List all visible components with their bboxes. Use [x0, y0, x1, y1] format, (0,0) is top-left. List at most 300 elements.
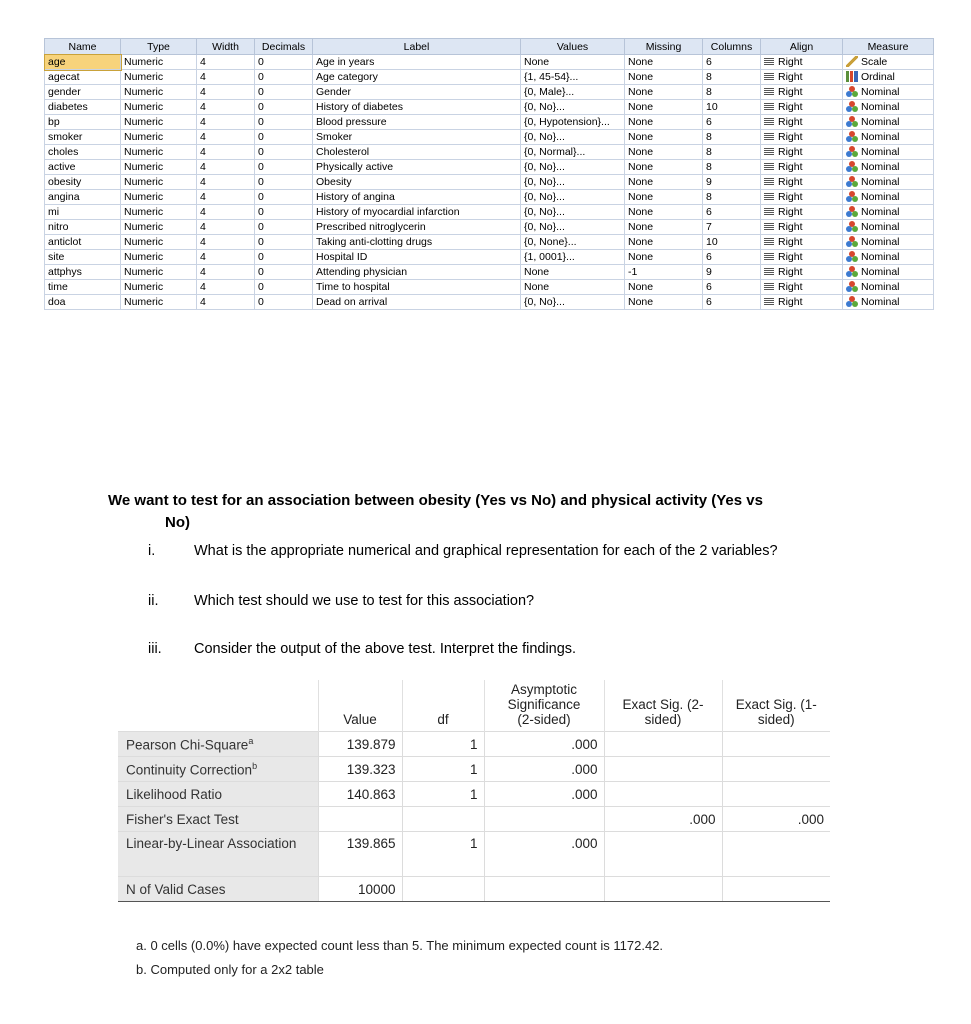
grid-cell-text: Nominal — [861, 116, 900, 128]
chi-row-label-text: Linear-by-Linear Association — [126, 836, 297, 851]
grid-cell-type[interactable] — [121, 100, 197, 115]
grid-cell-name[interactable] — [45, 205, 121, 220]
grid-cell-name[interactable] — [45, 235, 121, 250]
grid-cell-name[interactable] — [45, 70, 121, 85]
grid-cell-name[interactable] — [45, 145, 121, 160]
grid-cell-align[interactable] — [761, 70, 843, 85]
grid-header-align[interactable]: Align — [761, 39, 843, 55]
grid-cell-type[interactable] — [121, 160, 197, 175]
grid-cell-label[interactable] — [313, 145, 521, 160]
grid-cell-values[interactable] — [521, 265, 625, 280]
grid-cell-missing[interactable] — [625, 220, 703, 235]
three-circles-icon — [846, 251, 858, 262]
three-circles-icon — [846, 266, 858, 277]
grid-cell-name[interactable] — [45, 250, 121, 265]
grid-header-width[interactable]: Width — [197, 39, 255, 55]
grid-cell-text: Cholesterol — [316, 146, 370, 158]
grid-cell-missing[interactable] — [625, 55, 703, 70]
grid-header-values[interactable]: Values — [521, 39, 625, 55]
chi-row-label-text: Likelihood Ratio — [126, 786, 223, 802]
grid-cell-values[interactable] — [521, 205, 625, 220]
grid-cell-measure[interactable] — [843, 190, 934, 205]
grid-row[interactable] — [45, 190, 934, 205]
grid-cell-text: Numeric — [124, 101, 164, 113]
grid-cell-name[interactable] — [45, 100, 121, 115]
header-line: sided) — [757, 712, 795, 727]
three-circles-icon — [846, 281, 858, 292]
question-item-text: Consider the output of the above test. Interpret the findings. — [194, 641, 577, 657]
grid-cell-label[interactable] — [313, 85, 521, 100]
grid-cell-width[interactable] — [197, 100, 255, 115]
grid-row[interactable] — [45, 205, 934, 220]
grid-cell-values[interactable] — [521, 220, 625, 235]
grid-cell-decimals[interactable] — [255, 85, 313, 100]
grid-cell-text: Numeric — [124, 56, 164, 68]
grid-cell-columns[interactable] — [703, 250, 761, 265]
grid-cell-align[interactable] — [761, 190, 843, 205]
grid-cell-width[interactable] — [197, 130, 255, 145]
grid-cell-align[interactable] — [761, 115, 843, 130]
grid-cell-text: diabetes — [48, 101, 88, 113]
grid-cell-missing[interactable] — [625, 250, 703, 265]
three-circles-icon — [846, 161, 858, 172]
grid-cell-missing[interactable] — [625, 85, 703, 100]
grid-row[interactable] — [45, 220, 934, 235]
grid-cell-decimals[interactable] — [255, 250, 313, 265]
grid-cell-values[interactable] — [521, 55, 625, 70]
grid-cell-name[interactable] — [45, 190, 121, 205]
grid-cell-align[interactable] — [761, 220, 843, 235]
chi-row-label — [118, 757, 318, 782]
grid-cell-text: Right — [778, 281, 803, 293]
grid-cell-type[interactable] — [121, 250, 197, 265]
grid-cell-values[interactable] — [521, 250, 625, 265]
header-line: Exact Sig. (1- — [735, 697, 817, 712]
grid-cell-width[interactable] — [197, 115, 255, 130]
grid-cell-missing[interactable] — [625, 235, 703, 250]
header-asymptotic-significance — [484, 680, 604, 732]
grid-cell-width[interactable] — [197, 190, 255, 205]
chi-cell-value: 140.863 — [318, 782, 402, 807]
grid-cell-name[interactable] — [45, 220, 121, 235]
grid-cell-text: None — [628, 146, 654, 158]
grid-cell-text: Nominal — [861, 251, 900, 263]
grid-cell-measure[interactable] — [843, 220, 934, 235]
grid-cell-values[interactable] — [521, 85, 625, 100]
grid-cell-text: Age in years — [316, 56, 375, 68]
grid-cell-width[interactable] — [197, 160, 255, 175]
grid-cell-width[interactable] — [197, 250, 255, 265]
grid-cell-columns[interactable] — [703, 265, 761, 280]
grid-cell-columns[interactable] — [703, 160, 761, 175]
grid-cell-type[interactable] — [121, 175, 197, 190]
grid-cell-decimals[interactable] — [255, 220, 313, 235]
grid-row[interactable] — [45, 100, 934, 115]
grid-header-name[interactable]: Name — [45, 39, 121, 55]
grid-cell-decimals[interactable] — [255, 175, 313, 190]
grid-cell-width[interactable] — [197, 265, 255, 280]
grid-cell-measure[interactable] — [843, 100, 934, 115]
grid-cell-columns[interactable] — [703, 130, 761, 145]
grid-header-measure[interactable]: Measure — [843, 39, 934, 55]
grid-cell-align[interactable] — [761, 85, 843, 100]
grid-cell-missing[interactable] — [625, 145, 703, 160]
grid-cell-text: nitro — [48, 221, 69, 233]
grid-cell-decimals[interactable] — [255, 115, 313, 130]
grid-cell-columns[interactable] — [703, 145, 761, 160]
grid-cell-text: Numeric — [124, 236, 164, 248]
grid-cell-missing[interactable] — [625, 295, 703, 310]
grid-cell-text: obesity — [48, 176, 82, 188]
grid-cell-text: Right — [778, 296, 803, 308]
grid-cell-measure[interactable] — [843, 205, 934, 220]
grid-row[interactable] — [45, 280, 934, 295]
grid-cell-values[interactable] — [521, 235, 625, 250]
grid-row[interactable] — [45, 265, 934, 280]
grid-cell-text: Dead on arrival — [316, 296, 388, 308]
grid-cell-values[interactable] — [521, 160, 625, 175]
grid-cell-text: 0 — [258, 266, 264, 278]
grid-row[interactable] — [45, 175, 934, 190]
grid-cell-label[interactable] — [313, 130, 521, 145]
grid-cell-text: 4 — [200, 101, 206, 113]
grid-cell-name[interactable] — [45, 175, 121, 190]
grid-cell-decimals[interactable] — [255, 130, 313, 145]
grid-cell-align[interactable] — [761, 250, 843, 265]
grid-cell-align[interactable] — [761, 280, 843, 295]
grid-cell-text: Numeric — [124, 71, 164, 83]
grid-cell-type[interactable] — [121, 295, 197, 310]
grid-cell-decimals[interactable] — [255, 145, 313, 160]
grid-cell-decimals[interactable] — [255, 70, 313, 85]
grid-header-row — [45, 39, 934, 55]
chi-row-label — [118, 782, 318, 807]
grid-cell-text: 6 — [706, 56, 712, 68]
grid-cell-type[interactable] — [121, 55, 197, 70]
grid-cell-missing[interactable] — [625, 160, 703, 175]
question-heading-line2: No) — [165, 514, 190, 531]
grid-cell-align[interactable] — [761, 145, 843, 160]
grid-cell-text: {0, No}... — [524, 161, 565, 173]
grid-cell-text: Right — [778, 206, 803, 218]
three-circles-icon — [846, 101, 858, 112]
grid-cell-label[interactable] — [313, 100, 521, 115]
grid-cell-text: 6 — [706, 116, 712, 128]
chi-cell-exact1 — [722, 877, 830, 902]
align-right-icon — [764, 148, 774, 156]
grid-cell-text: Scale — [861, 56, 888, 68]
grid-cell-label[interactable] — [313, 220, 521, 235]
chi-cell-df: 1 — [402, 832, 484, 877]
chi-cell-asym: .000 — [484, 782, 604, 807]
grid-cell-name[interactable] — [45, 280, 121, 295]
grid-cell-values[interactable] — [521, 190, 625, 205]
three-circles-icon — [846, 86, 858, 97]
grid-cell-type[interactable] — [121, 85, 197, 100]
grid-cell-text: 6 — [706, 296, 712, 308]
grid-row[interactable] — [45, 115, 934, 130]
grid-cell-values[interactable] — [521, 115, 625, 130]
grid-cell-text: 0 — [258, 161, 264, 173]
grid-cell-measure[interactable] — [843, 175, 934, 190]
grid-row[interactable] — [45, 70, 934, 85]
grid-cell-label[interactable] — [313, 280, 521, 295]
grid-cell-align[interactable] — [761, 130, 843, 145]
footnote-marker: b — [252, 760, 258, 771]
grid-cell-text: None — [628, 251, 654, 263]
grid-cell-name[interactable] — [45, 265, 121, 280]
grid-cell-measure[interactable] — [843, 280, 934, 295]
grid-cell-text: 4 — [200, 71, 206, 83]
grid-cell-align[interactable] — [761, 205, 843, 220]
grid-cell-values[interactable] — [521, 130, 625, 145]
grid-cell-text: Nominal — [861, 296, 900, 308]
grid-cell-columns[interactable] — [703, 85, 761, 100]
grid-cell-text: None — [628, 56, 654, 68]
grid-cell-missing[interactable] — [625, 280, 703, 295]
grid-cell-width[interactable] — [197, 85, 255, 100]
grid-cell-columns[interactable] — [703, 100, 761, 115]
grid-cell-columns[interactable] — [703, 235, 761, 250]
grid-cell-missing[interactable] — [625, 190, 703, 205]
grid-cell-text: Nominal — [861, 281, 900, 293]
grid-cell-width[interactable] — [197, 145, 255, 160]
grid-row[interactable] — [45, 295, 934, 310]
grid-cell-label[interactable] — [313, 175, 521, 190]
grid-cell-values[interactable] — [521, 175, 625, 190]
chi-cell-value: 139.323 — [318, 757, 402, 782]
grid-cell-label[interactable] — [313, 115, 521, 130]
grid-cell-measure[interactable] — [843, 295, 934, 310]
grid-cell-align[interactable] — [761, 295, 843, 310]
grid-cell-type[interactable] — [121, 70, 197, 85]
grid-cell-decimals[interactable] — [255, 100, 313, 115]
grid-cell-align[interactable] — [761, 265, 843, 280]
grid-row[interactable] — [45, 250, 934, 265]
grid-cell-columns[interactable] — [703, 70, 761, 85]
grid-cell-text: 4 — [200, 191, 206, 203]
grid-header-label[interactable]: Label — [313, 39, 521, 55]
grid-cell-width[interactable] — [197, 280, 255, 295]
grid-cell-width[interactable] — [197, 295, 255, 310]
chi-cell-value: 139.879 — [318, 732, 402, 757]
grid-cell-type[interactable] — [121, 265, 197, 280]
grid-cell-decimals[interactable] — [255, 295, 313, 310]
grid-cell-text: Numeric — [124, 146, 164, 158]
grid-cell-values[interactable] — [521, 280, 625, 295]
grid-cell-text: 6 — [706, 206, 712, 218]
grid-cell-name[interactable] — [45, 295, 121, 310]
grid-cell-label[interactable] — [313, 70, 521, 85]
grid-cell-values[interactable] — [521, 100, 625, 115]
grid-cell-text: 0 — [258, 56, 264, 68]
grid-cell-text: History of angina — [316, 191, 395, 203]
grid-cell-measure[interactable] — [843, 70, 934, 85]
grid-cell-label[interactable] — [313, 205, 521, 220]
grid-cell-columns[interactable] — [703, 205, 761, 220]
grid-cell-text: Numeric — [124, 161, 164, 173]
grid-row[interactable] — [45, 235, 934, 250]
grid-cell-columns[interactable] — [703, 190, 761, 205]
chi-cell-exact1: .000 — [722, 807, 830, 832]
grid-cell-columns[interactable] — [703, 175, 761, 190]
grid-cell-decimals[interactable] — [255, 160, 313, 175]
grid-cell-measure[interactable] — [843, 250, 934, 265]
grid-row[interactable] — [45, 85, 934, 100]
grid-cell-measure[interactable] — [843, 235, 934, 250]
grid-cell-decimals[interactable] — [255, 265, 313, 280]
grid-cell-text: Taking anti-clotting drugs — [316, 236, 433, 248]
grid-cell-type[interactable] — [121, 280, 197, 295]
grid-cell-columns[interactable] — [703, 220, 761, 235]
grid-cell-values[interactable] — [521, 145, 625, 160]
grid-cell-text: Age category — [316, 71, 378, 83]
grid-cell-text: Nominal — [861, 161, 900, 173]
grid-row[interactable] — [45, 145, 934, 160]
grid-cell-label[interactable] — [313, 265, 521, 280]
header-df: df — [402, 680, 484, 732]
grid-cell-columns[interactable] — [703, 280, 761, 295]
grid-cell-text: 0 — [258, 251, 264, 263]
grid-cell-columns[interactable] — [703, 55, 761, 70]
grid-cell-align[interactable] — [761, 100, 843, 115]
grid-cell-type[interactable] — [121, 190, 197, 205]
grid-cell-text: Nominal — [861, 176, 900, 188]
grid-cell-width[interactable] — [197, 70, 255, 85]
grid-cell-label[interactable] — [313, 190, 521, 205]
grid-cell-name[interactable] — [45, 115, 121, 130]
grid-cell-width[interactable] — [197, 55, 255, 70]
grid-cell-label[interactable] — [313, 295, 521, 310]
grid-cell-text: {0, None}... — [524, 236, 577, 248]
grid-cell-columns[interactable] — [703, 115, 761, 130]
grid-cell-type[interactable] — [121, 235, 197, 250]
grid-cell-measure[interactable] — [843, 115, 934, 130]
three-circles-icon — [846, 206, 858, 217]
grid-cell-values[interactable] — [521, 70, 625, 85]
grid-header-decimals[interactable]: Decimals — [255, 39, 313, 55]
grid-cell-name[interactable] — [45, 85, 121, 100]
grid-header-missing[interactable]: Missing — [625, 39, 703, 55]
grid-cell-measure[interactable] — [843, 265, 934, 280]
chi-header-row — [118, 680, 830, 732]
grid-cell-type[interactable] — [121, 205, 197, 220]
grid-cell-text: Nominal — [861, 146, 900, 158]
grid-cell-measure[interactable] — [843, 160, 934, 175]
align-right-icon — [764, 268, 774, 276]
grid-cell-text: 4 — [200, 221, 206, 233]
grid-header-type[interactable]: Type — [121, 39, 197, 55]
grid-cell-label[interactable] — [313, 235, 521, 250]
grid-cell-type[interactable] — [121, 130, 197, 145]
grid-row[interactable] — [45, 160, 934, 175]
header-exact-sig-1-sided — [722, 680, 830, 732]
grid-cell-label[interactable] — [313, 55, 521, 70]
grid-cell-missing[interactable] — [625, 115, 703, 130]
grid-cell-decimals[interactable] — [255, 190, 313, 205]
chi-cell-value — [318, 807, 402, 832]
three-circles-icon — [846, 116, 858, 127]
header-line: sided) — [644, 712, 682, 727]
grid-cell-text: None — [628, 161, 654, 173]
align-right-icon — [764, 103, 774, 111]
header-line: Exact Sig. (2- — [622, 697, 704, 712]
grid-cell-text: 0 — [258, 116, 264, 128]
grid-cell-measure[interactable] — [843, 145, 934, 160]
align-right-icon — [764, 298, 774, 306]
grid-cell-text: Attending physician — [316, 266, 408, 278]
grid-cell-name[interactable] — [45, 160, 121, 175]
grid-cell-type[interactable] — [121, 145, 197, 160]
grid-row[interactable] — [45, 130, 934, 145]
grid-cell-text: {1, 45-54}... — [524, 71, 579, 83]
grid-cell-measure[interactable] — [843, 55, 934, 70]
grid-cell-measure[interactable] — [843, 85, 934, 100]
grid-cell-width[interactable] — [197, 175, 255, 190]
grid-cell-missing[interactable] — [625, 265, 703, 280]
grid-cell-text: 4 — [200, 131, 206, 143]
chi-row-label — [118, 877, 318, 902]
grid-cell-align[interactable] — [761, 175, 843, 190]
variable-view-grid — [44, 38, 934, 310]
chi-cell-asym: .000 — [484, 832, 604, 877]
grid-cell-text: Time to hospital — [316, 281, 390, 293]
grid-cell-width[interactable] — [197, 220, 255, 235]
chi-cell-exact2: .000 — [604, 807, 722, 832]
grid-cell-text: 0 — [258, 236, 264, 248]
grid-cell-type[interactable] — [121, 220, 197, 235]
grid-cell-label[interactable] — [313, 160, 521, 175]
grid-header-columns[interactable]: Columns — [703, 39, 761, 55]
grid-cell-columns[interactable] — [703, 295, 761, 310]
grid-cell-text: 0 — [258, 86, 264, 98]
grid-row[interactable] — [45, 55, 934, 70]
grid-cell-missing[interactable] — [625, 130, 703, 145]
chi-row — [118, 832, 830, 877]
grid-cell-text: Nominal — [861, 131, 900, 143]
grid-cell-name[interactable] — [45, 55, 121, 70]
grid-cell-decimals[interactable] — [255, 205, 313, 220]
grid-cell-text: None — [628, 71, 654, 83]
grid-cell-label[interactable] — [313, 250, 521, 265]
grid-cell-decimals[interactable] — [255, 55, 313, 70]
grid-cell-missing[interactable] — [625, 205, 703, 220]
grid-cell-align[interactable] — [761, 160, 843, 175]
grid-cell-text: {0, Hypotension}... — [524, 116, 610, 128]
grid-cell-text: 9 — [706, 266, 712, 278]
grid-cell-width[interactable] — [197, 235, 255, 250]
grid-cell-missing[interactable] — [625, 100, 703, 115]
grid-cell-text: Gender — [316, 86, 352, 98]
align-right-icon — [764, 283, 774, 291]
grid-cell-measure[interactable] — [843, 130, 934, 145]
grid-cell-values[interactable] — [521, 295, 625, 310]
grid-cell-width[interactable] — [197, 205, 255, 220]
grid-cell-text: site — [48, 251, 65, 263]
grid-cell-align[interactable] — [761, 55, 843, 70]
grid-cell-missing[interactable] — [625, 175, 703, 190]
chi-cell-exact1 — [722, 832, 830, 877]
grid-cell-text: 8 — [706, 131, 712, 143]
grid-cell-decimals[interactable] — [255, 280, 313, 295]
chi-row — [118, 782, 830, 807]
grid-cell-text: None — [628, 221, 654, 233]
grid-cell-decimals[interactable] — [255, 235, 313, 250]
grid-cell-missing[interactable] — [625, 70, 703, 85]
grid-cell-name[interactable] — [45, 130, 121, 145]
grid-cell-type[interactable] — [121, 115, 197, 130]
grid-cell-align[interactable] — [761, 235, 843, 250]
